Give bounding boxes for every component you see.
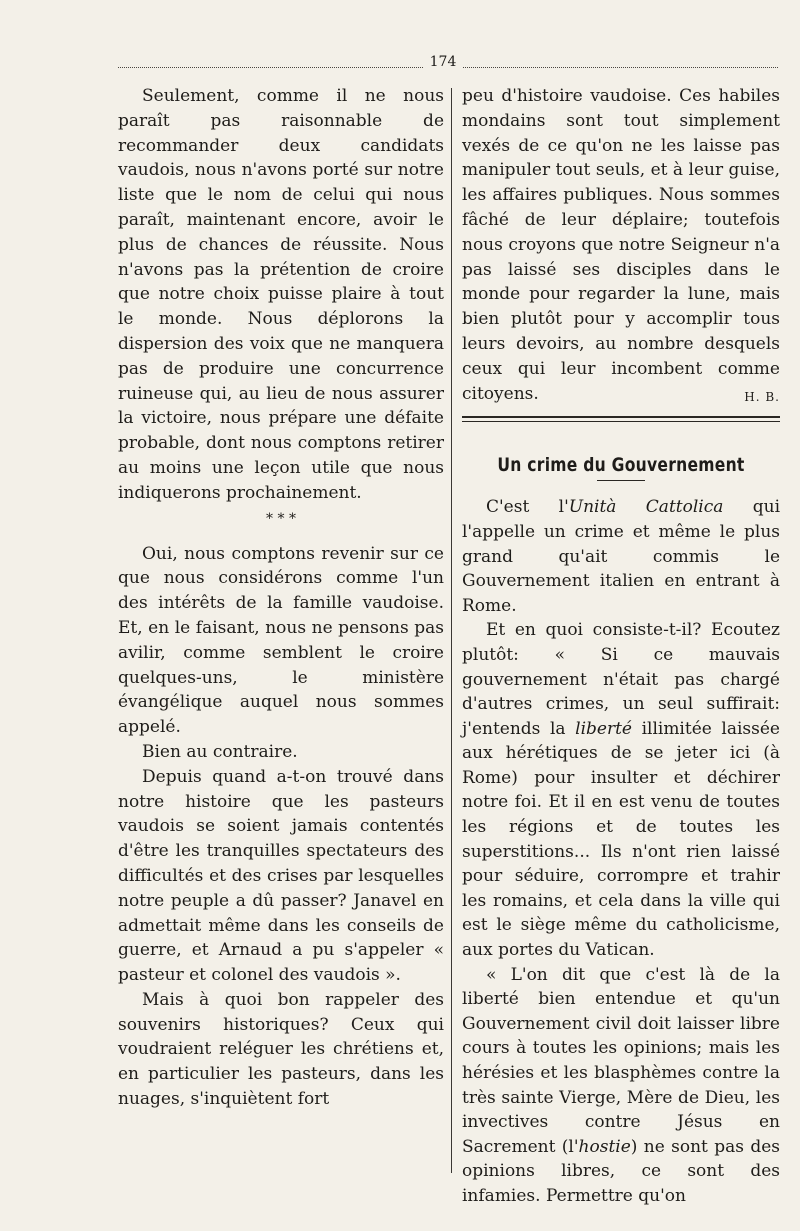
article-p3-emphasis: hostie [578, 1136, 631, 1157]
page-number: 174 [429, 54, 457, 70]
headline-rule [597, 480, 645, 481]
page-header [118, 56, 778, 72]
left-column [118, 84, 444, 1112]
article-p3-text-b: ) ne sont pas des opinions libres, ce sont des infamies. Permettre qu'on [462, 1136, 780, 1206]
article-p1-text-b: qui l'appelle un crime et même le plus grand qu'ait commis le Gouvernement italien en entrant à Rome. [462, 497, 780, 616]
right-column [462, 84, 780, 1209]
article-p2-text-a: Et en quoi consiste-t-il? Ecoutez plutôt: « Si ce mauvais gouvernement n'était pas chargé d'autres crimes, un seul suffirait: j'entends la [462, 620, 780, 739]
left-paragraph-3: Bien au contraire. [142, 741, 298, 762]
left-paragraph-2: Oui, nous comptons revenir sur ce que nous considérons comme l'un des intérêts de la famille vaudoise. Et, en le faisant, nous ne pensons pas avilir, comme semblent le croire quelques-uns, le ministère évangélique auquel nous sommes appelé. [118, 543, 444, 738]
column-divider [451, 88, 452, 1173]
article-body [462, 495, 780, 1208]
section-stars: * * * [266, 510, 296, 527]
section-rule-thin [462, 421, 780, 422]
article-paragraph-2 [462, 618, 780, 962]
article-paragraph-3 [462, 963, 780, 1209]
author-signature: H. B. [744, 389, 780, 404]
article-headline: Un crime du Gouvernement [497, 454, 745, 477]
left-paragraph-5: Mais à quoi bon rappeler des souvenirs historiques? Ceux qui voudraient reléguer les chrétiens et, en particulier les pasteurs, dans les nuages, s'inquiètent fort [118, 989, 444, 1110]
left-paragraph-4: Depuis quand a-t-on trouvé dans notre histoire que les pasteurs vaudois se soient jamais contentés d'être les tranquilles spectateurs des difficultés et des crises par lesquelles notre peuple a dû passer? Janavel en admettait même dans les conseils de guerre, et Arnaud a pu s'appeler « pasteur et colonel des vaudois ». [118, 766, 444, 986]
article-p1-text-a: C'est l' [486, 497, 569, 518]
article-paragraph-1 [462, 495, 780, 618]
section-rule-thick [462, 416, 780, 418]
left-paragraph-1: Seulement, comme il ne nous paraît pas raisonnable de recommander deux candidats vaudois, nous n'avons porté sur notre liste que le nom de celui qui nous paraît, maintenant encore, avoir le plus de chances de réussite. Nous n'avons pas la prétention de croire que notre choix puisse plaire à tout le monde. Nous déplorons la dispersion des voix que ne manquera pas de produire une concurrence ruineuse qui, au lieu de nous assurer la victoire, nous prépare une défaite probable, dont nous comptons retirer au moins une leçon utile que nous indiquerons prochainement. [118, 86, 444, 503]
article-p2-emphasis: liberté [575, 718, 632, 739]
article-p2-text-b: illimitée laissée aux hérétiques de se jeter ici (à Rome) pour insulter et déchirer notre foi. Et il en est venu de toutes les régions et de toutes les superstitions... Ils n'ont rien laissé pour séduire, corrompre et trahir les romains, et cela dans la ville qui est le siège même du catholicisme, aux portes du Vatican. [462, 718, 780, 961]
header-rule-left [118, 67, 423, 68]
right-paragraph-1 [462, 84, 780, 406]
article-p1-emphasis: Unità Cattolica [568, 497, 724, 518]
article-p3-text-a: « L'on dit que c'est là de la liberté bien entendue et qu'un Gouvernement civil doit laisser libre cours à toutes les opinions; mais les hérésies et les blasphèmes contre la très sainte Vierge, Mère de Dieu, les invectives contre Jésus en Sacrement (l' [462, 964, 780, 1157]
right-paragraph-1-text: peu d'histoire vaudoise. Ces habiles mondains sont tout simplement vexés de ce qu'on ne les laisse pas manipuler tout seuls, et à leur guise, les affaires publiques. Nous sommes fâché de leur déplaire; toutefois nous croyons que notre Seigneur n'a pas laissé ses disciples dans le monde pour regarder la lune, mais bien plutôt pour y accomplir tous leurs devoirs, au nombre desquels ceux qui leur incombent comme citoyens. [462, 86, 780, 404]
header-rule-right [463, 67, 778, 68]
